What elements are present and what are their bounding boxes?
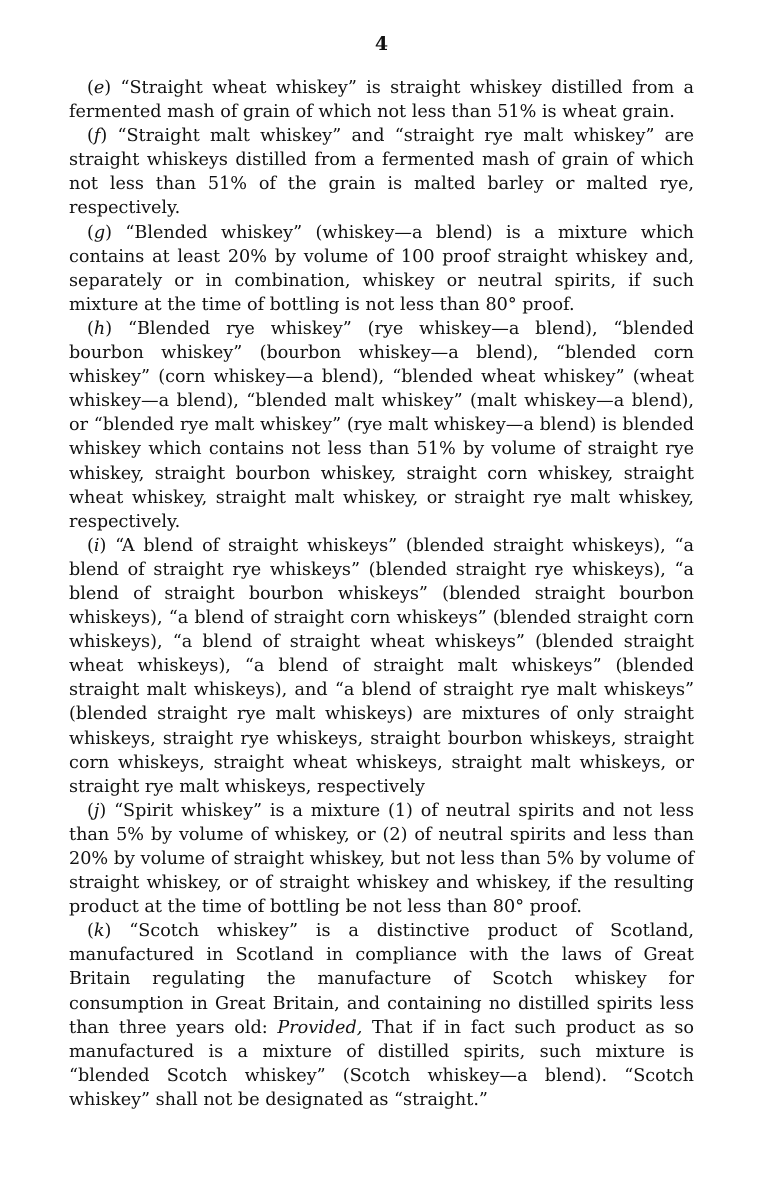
- paragraph-i: (i) “A blend of straight whiskeys” (blended straight whiskeys), “a blend of straight rye whiskeys” (blended straight rye whiskeys), “a blend of straight bourbon whiskeys” (blended straight bourbon whiskeys), “a blend of straight corn whiskeys” (blended straight corn whiskeys), “a blend of straight wheat whiskeys” (blended straight wheat whiskeys), “a blend of straight malt whiskeys” (blended straight malt whiskeys), and “a blend of straight rye malt whiskeys” (blended straight rye malt whiskeys) are mixtures of only straight whiskeys, straight rye whiskeys, straight bourbon whiskeys, straight corn whiskeys, straight wheat whiskeys, straight malt whiskeys, or straight rye malt whiskeys, respectively: [69, 535, 694, 797]
- paragraph-letter: k: [93, 921, 105, 942]
- paragraph-text: “A blend of straight whiskeys” (blended straight whiskeys), “a blend of straight rye whiskeys” (blended straight rye whiskeys), “a blend of straight bourbon whiskeys” (blended straight bourbon whiskeys), “a blend of straight corn whiskeys” (blended straight corn whiskeys), “a blend of straight wheat whiskeys” (blended straight wheat whiskeys), “a blend of straight malt whiskeys” (blended straight malt whiskeys), and “a blend of straight rye malt whiskeys” (blended straight rye malt whiskeys) are mixtures of only straight whiskeys, straight rye whiskeys, straight bourbon whiskeys, straight corn whiskeys, straight wheat whiskeys, straight malt whiskeys, or straight rye malt whiskeys, respectively: [69, 535, 694, 797]
- paragraph-text: “Straight malt whiskey” and “straight rye malt whiskey” are straight whiskeys distilled from a fermented mash of grain of which not less than 51% of the grain is malted barley or malted rye, respectively.: [69, 126, 694, 219]
- paragraph-j: (j) “Spirit whiskey” is a mixture (1) of neutral spirits and not less than 5% by volume of whiskey, or (2) of neutral spirits and less than 20% by volume of straight whiskey, but not less than 5% by volume of straight whiskey, or of straight whiskey and whiskey, if the resulting product at the time of bottling be not less than 80° proof.: [69, 800, 694, 918]
- paragraph-text: “Straight wheat whiskey” is straight whiskey distilled from a fermented mash of grain of which not less than 51% is wheat grain.: [69, 78, 694, 123]
- paragraph-k: (k) “Scotch whiskey” is a distinctive product of Scotland, manufactured in Scotland in compliance with the laws of Great Britain regulating the manufacture of Scotch whiskey for consumption in Great Britain, and containing no distilled spirits less than three years old: Provided, That if in fact such product as so manufactured is a mixture of distilled spirits, such mixture is “blended Scotch whiskey” (Scotch whiskey—a blend). “Scotch whiskey” shall not be designated as “straight.”: [69, 921, 695, 1110]
- paragraph-letter: j: [93, 800, 100, 821]
- emphasis-provided: Provided,: [277, 1017, 363, 1038]
- paragraph-text: “Blended rye whiskey” (rye whiskey—a blend), “blended bourbon whiskey” (bourbon whiskey—a blend), “blended corn whiskey” (corn whiskey—a blend), “blended wheat whiskey” (wheat whiskey—a blend), “blended malt whiskey” (malt whiskey—a blend), or “blended rye malt whiskey” (rye malt whiskey—a blend) is blended whiskey which contains not less than 51% by volume of straight rye whiskey, straight bourbon whiskey, straight corn whiskey, straight wheat whiskey, straight malt whiskey, or straight rye malt whiskey, respectively.: [69, 318, 694, 532]
- document-body: [69, 76, 694, 1112]
- paragraph-text-after: That if in fact such product as so manufactured is a mixture of distilled spirits, such mixture is “blended Scotch whiskey” (Scotch whiskey—a blend). “Scotch whiskey” shall not be designated as “straight.”: [69, 1017, 695, 1110]
- paragraph-letter: h: [93, 318, 106, 339]
- paragraph-f: (f) “Straight malt whiskey” and “straight rye malt whiskey” are straight whiskeys distilled from a fermented mash of grain of which not less than 51% of the grain is malted barley or malted rye, respectively.: [69, 126, 694, 219]
- paragraph-g: (g) “Blended whiskey” (whiskey—a blend) is a mixture which contains at least 20% by volume of 100 proof straight whiskey and, separately or in combination, whiskey or neutral spirits, if such mixture at the time of bottling is not less than 80° proof.: [69, 222, 694, 315]
- paragraph-letter: e: [93, 78, 105, 98]
- paragraph-text-before: “Scotch whiskey” is a distinctive product of Scotland, manufactured in Scotland in compliance with the laws of Great Britain regulating the manufacture of Scotch whiskey for consumption in Great Britain, and containing no distilled spirits less than three years old:: [69, 921, 694, 1038]
- paragraph-text: “Spirit whiskey” is a mixture (1) of neutral spirits and not less than 5% by volume of whiskey, or (2) of neutral spirits and less than 20% by volume of straight whiskey, but not less than 5% by volume of straight whiskey, or of straight whiskey and whiskey, if the resulting product at the time of bottling be not less than 80° proof.: [69, 800, 694, 918]
- paragraph-e: (e) “Straight wheat whiskey” is straight whiskey distilled from a fermented mash of grain of which not less than 51% is wheat grain.: [69, 78, 694, 123]
- paragraph-h: (h) “Blended rye whiskey” (rye whiskey—a blend), “blended bourbon whiskey” (bourbon whiskey—a blend), “blended corn whiskey” (corn whiskey—a blend), “blended wheat whiskey” (wheat whiskey—a blend), “blended malt whiskey” (malt whiskey—a blend), or “blended rye malt whiskey” (rye malt whiskey—a blend) is blended whiskey which contains not less than 51% by volume of straight rye whiskey, straight bourbon whiskey, straight corn whiskey, straight wheat whiskey, straight malt whiskey, or straight rye malt whiskey, respectively.: [69, 318, 694, 532]
- paragraph-letter: g: [93, 222, 106, 243]
- paragraph-text: “Blended whiskey” (whiskey—a blend) is a mixture which contains at least 20% by volume of 100 proof straight whiskey and, separately or in combination, whiskey or neutral spirits, if such mixture at the time of bottling is not less than 80° proof.: [69, 222, 694, 315]
- page-number: 4: [374, 33, 389, 55]
- paragraph-letter: i: [93, 535, 100, 556]
- paragraph-letter: f: [93, 126, 101, 147]
